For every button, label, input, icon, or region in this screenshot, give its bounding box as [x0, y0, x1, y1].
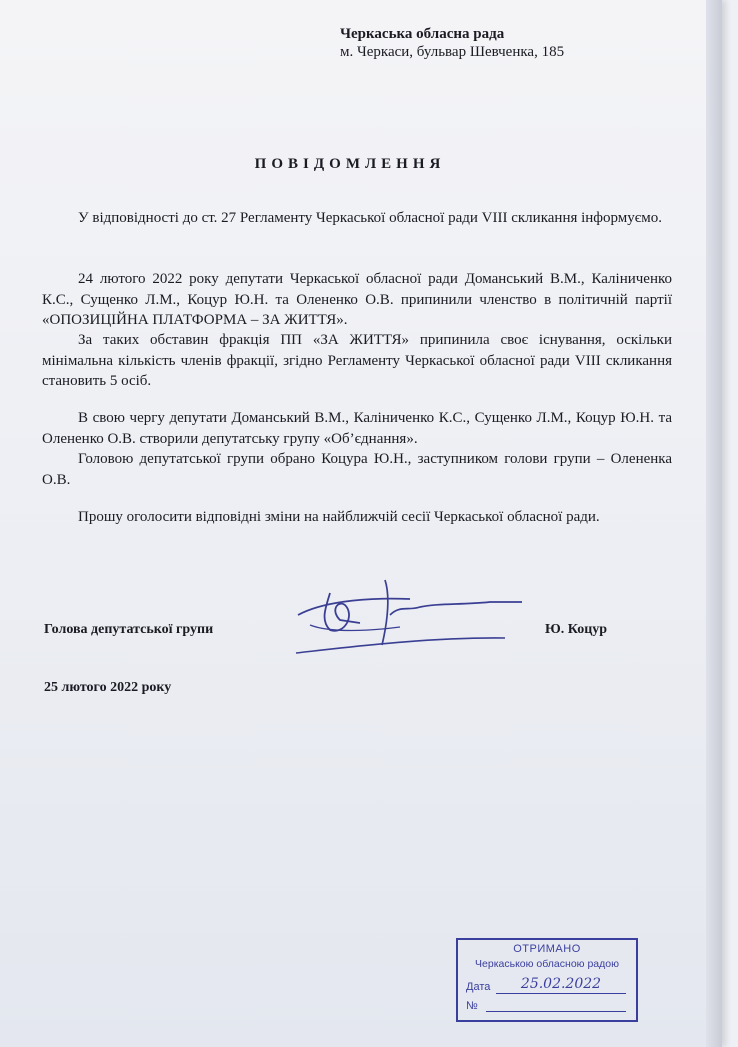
paragraph-request: Прошу оголосити відповідні зміни на найближчій сесії Черкаської обласної ради.: [78, 509, 600, 525]
document-date: 25 лютого 2022 року: [44, 680, 172, 695]
paragraph-intro: У відповідності до ст. 27 Регламенту Черкаської обласної ради VIII скликання інформуємо.: [78, 210, 662, 226]
document-title: ПОВІДОМЛЕННЯ: [254, 156, 446, 172]
addressee-org: Черкаська обласна рада: [340, 26, 505, 42]
stamp-number-line: [486, 1011, 626, 1012]
handwritten-signature: [290, 575, 530, 660]
stamp-date-label: Дата: [466, 981, 491, 993]
paragraph-group-created: В свою чергу депутати Доманський В.М., Каліниченко К.С., Сущенко Л.М., Коцур Ю.Н. та Олененко О.В. створили депутатську групу «Об’єднання».: [42, 410, 672, 447]
stamp-number-label: №: [466, 1000, 478, 1012]
signatory-name: Ю. Коцур: [545, 622, 608, 637]
received-stamp: [456, 938, 638, 1022]
stamp-title: ОТРИМАНО: [513, 943, 581, 955]
addressee-address: м. Черкаси, бульвар Шевченка, 185: [340, 44, 565, 60]
paragraph-group-head: Головою депутатської групи обрано Коцура Ю.Н., заступником голови групи – Олененка О.В.: [42, 451, 672, 488]
stamp-date-value: 25.02.2022: [496, 976, 626, 994]
stamp-org: Черкаською обласною радою: [475, 958, 619, 970]
addressee-block: [340, 25, 564, 61]
page-edge: [706, 0, 722, 1047]
paragraph-faction: За таких обставин фракція ПП «ЗА ЖИТТЯ» припинила своє існування, оскільки мінімальна кількість членів фракції, згідно Регламенту Черкаської обласної ради VIII скликання становить 5 осіб.: [42, 332, 672, 389]
signature-label: Голова депутатської групи: [44, 622, 214, 637]
paragraph-membership: 24 лютого 2022 року депутати Черкаської обласної ради Доманський В.М., Каліниченко К.С., Сущенко Л.М., Коцур Ю.Н. та Олененко О.В. припинили членство в політичній партії «ОПОЗИЦІЙНА ПЛАТФОРМА – ЗА ЖИТТЯ».: [42, 271, 672, 328]
